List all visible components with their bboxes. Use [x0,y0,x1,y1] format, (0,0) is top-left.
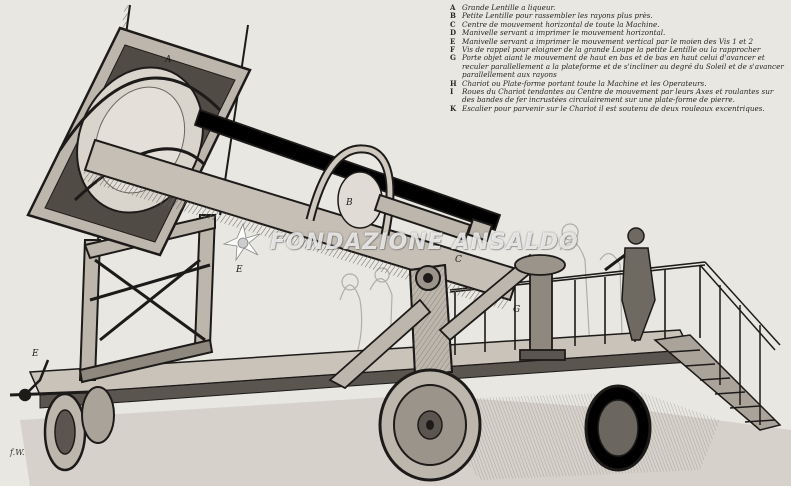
legend-letter: G [450,53,456,63]
legend-text: Vis de rappel pour eloigner de la grande Loupe la petite Lentille ou la rapprocher [462,45,761,55]
legend-text: Petite Lentille pour rassembler les rayons plus près. [462,11,653,21]
chariot-wheel-right [586,386,650,470]
watermark-text: FONDAZIONE ANSALDO [270,229,579,255]
legend-letter: A [450,3,456,12]
legend-letter: H [450,78,457,88]
legend-text: Escalier pour parvenir sur le Chariot il est soutenu de deux rouleaux excentriques. [462,103,765,113]
legend-letter: E [450,36,456,46]
plate-label-e2: E [236,265,243,275]
plate-label-g: G [513,305,521,315]
legend-item [450,105,790,113]
plate-label-b: B [346,198,353,208]
legend-letter: C [450,19,456,29]
operator-figure [605,228,655,340]
legend-letter: B [450,11,456,21]
legend-item [450,88,790,105]
plate-label-c: C [455,255,462,265]
legend-text: Roues du Chariot tendantes au Centre de mouvement par leurs Axes et roulantes sur des bandes de fer incrustées circulairement sur une plate-forme de pierre. [462,87,774,105]
legend-text: Manivelle servant a imprimer le mouvement horizontal. [462,28,666,38]
plate-label-e: E [32,349,39,359]
legend-letter: F [450,45,455,55]
legend-item [450,54,790,79]
engraver-signature: f.W. [10,448,25,457]
plate-label-a: A [165,55,172,65]
legend-letter: I [450,87,454,97]
legend-letter: D [450,28,457,38]
legend-text: Manivelle servant a imprimer le mouvement vertical par le moien des Vis 1 et 2 [462,36,754,46]
legend-text: Porte objet aiant le mouvement de haut en bas et de bas en haut celui d'avancer et reculer parallellement a la plateforme et de s'incliner au degré du Soleil et de s'avancer parallellement aux rayons [462,53,784,80]
legend-letter: K [450,103,457,113]
legend-text: Grande Lentille a liqueur. [462,3,556,12]
petite-lentille [338,172,382,228]
legend-text: Chariot ou Plate-forme portant toute la Machine et les Operateurs. [462,78,707,88]
legend-text: Centre de mouvement horizontal de toute la Machine. [462,19,660,29]
chariot-wheel-large [380,370,480,480]
plate-legend [450,4,790,113]
